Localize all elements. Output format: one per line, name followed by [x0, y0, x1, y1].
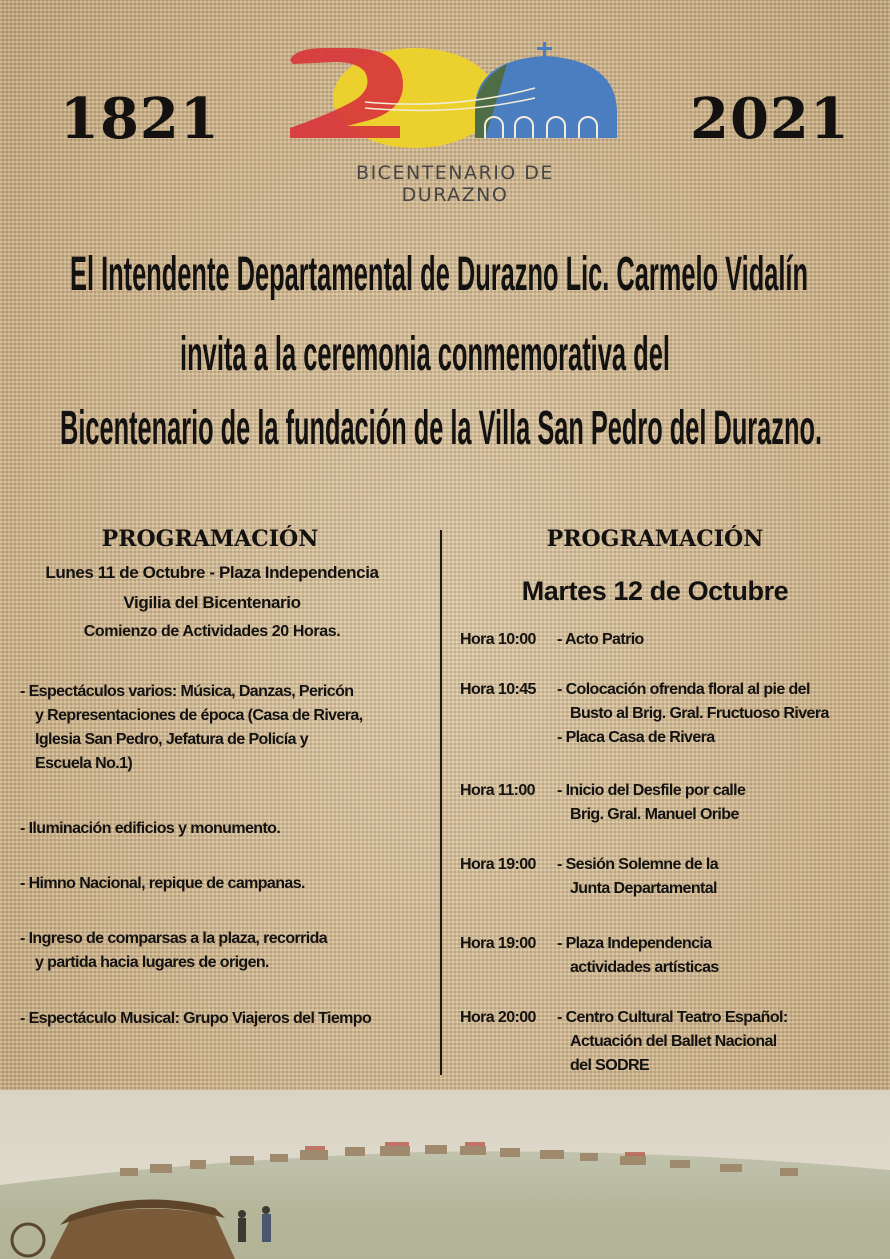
left-intro-title: Vigilia del Bicentenario: [123, 593, 301, 612]
event-description: - Placa Casa de Rivera: [557, 729, 715, 746]
event-description: - Plaza Independencia: [557, 935, 712, 952]
event-description: del SODRE: [570, 1057, 650, 1074]
left-item-1-cont: Iglesia San Pedro, Jefatura de Policía y: [35, 731, 309, 748]
left-item-2: - Iluminación edificios y monumento.: [20, 820, 281, 837]
left-intro-start: Comienzo de Actividades 20 Horas.: [83, 623, 341, 640]
column-divider: [440, 530, 442, 1075]
left-item-3: - Himno Nacional, repique de campanas.: [20, 875, 305, 892]
event-description: - Inicio del Desfile por calle: [557, 782, 746, 799]
bicentenario-logo: [285, 40, 625, 152]
left-item-1: - Espectáculos varios: Música, Danzas, Pericón: [20, 683, 354, 700]
historic-village-painting: [0, 1090, 890, 1259]
left-item-1-cont: Escuela No.1): [35, 755, 133, 772]
left-item-4: - Ingreso de comparsas a la plaza, recorrida: [20, 930, 328, 947]
left-item-1-cont: y Representaciones de época (Casa de Rivera,: [35, 707, 363, 724]
event-time: Hora 19:00: [460, 856, 536, 873]
event-description: - Sesión Solemne de la: [557, 856, 719, 873]
event-description: Junta Departamental: [570, 880, 717, 897]
event-description: - Centro Cultural Teatro Español:: [557, 1009, 788, 1026]
left-intro-date: Lunes 11 de Octubre - Plaza Independencia: [45, 563, 379, 582]
event-time: Hora 10:45: [460, 681, 536, 698]
headline-line3: Bicentenario de la fundación de la Villa San Pedro del Durazno.: [60, 402, 822, 455]
event-description: - Colocación ofrenda floral al pie del: [557, 681, 810, 698]
event-description: Brig. Gral. Manuel Oribe: [570, 806, 739, 823]
left-item-4-cont: y partida hacia lugares de origen.: [35, 954, 269, 971]
right-date: Martes 12 de Octubre: [521, 576, 789, 606]
event-description: - Acto Patrio: [557, 631, 644, 648]
left-program-title: PROGRAMACIÓN: [101, 526, 319, 552]
event-description: Actuación del Ballet Nacional: [570, 1033, 777, 1050]
event-time: Hora 20:00: [460, 1009, 536, 1026]
event-description: actividades artísticas: [570, 959, 719, 976]
event-time: Hora 11:00: [460, 782, 535, 799]
event-time: Hora 10:00: [460, 631, 536, 648]
headline: [0, 230, 890, 460]
year-end: 2021: [690, 86, 850, 152]
headline-line2: invita a la ceremonia conmemorativa del: [180, 328, 670, 381]
event-time: Hora 19:00: [460, 935, 536, 952]
headline-line1: El Intendente Departamental de Durazno Lic. Carmelo Vidalín: [70, 248, 808, 301]
right-program-title: PROGRAMACIÓN: [546, 526, 764, 552]
left-item-5: - Espectáculo Musical: Grupo Viajeros del Tiempo: [20, 1010, 372, 1027]
logo-text-line2: DURAZNO: [401, 184, 509, 206]
event-description: Busto al Brig. Gral. Fructuoso Rivera: [570, 705, 829, 722]
logo-text-line1: BICENTENARIO DE: [356, 162, 554, 184]
year-start: 1821: [60, 86, 220, 152]
